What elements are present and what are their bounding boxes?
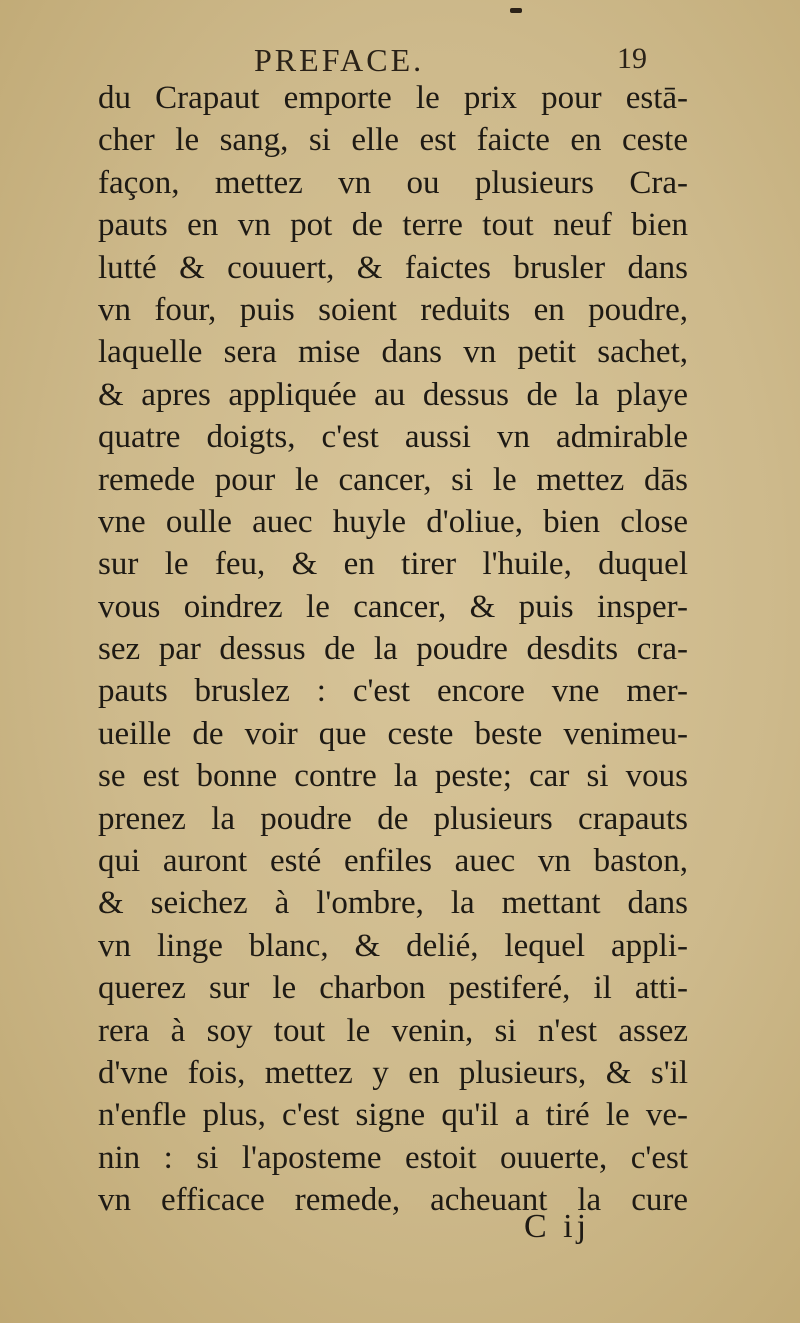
text-line: n'enfle plus, c'est signe qu'il a tiré le ve- xyxy=(98,1097,688,1134)
text-line: pauts en vn pot de terre tout neuf bien xyxy=(98,207,688,244)
text-line: quatre doigts, c'est aussi vn admirable xyxy=(98,419,688,456)
text-line: rera à soy tout le venin, si n'est assez xyxy=(98,1012,688,1049)
text-line: vne oulle auec huyle d'oliue, bien close xyxy=(98,503,688,540)
running-title: PREFACE. xyxy=(254,42,425,78)
text-line: d'vne fois, mettez y en plusieurs, & s'il xyxy=(98,1054,688,1091)
text-line: laquelle sera mise dans vn petit sachet, xyxy=(98,334,688,371)
text-line: querez sur le charbon pestiferé, il atti- xyxy=(98,970,688,1007)
text-line: pauts bruslez : c'est encore vne mer- xyxy=(98,673,688,710)
text-line: prenez la poudre de plusieurs crapauts xyxy=(98,800,688,837)
text-line: vn efficace remede, acheuant la cure xyxy=(98,1182,688,1219)
text-line: & apres appliquée au dessus de la playe xyxy=(98,376,688,413)
signature-mark: C ij xyxy=(524,1208,591,1245)
page-number: 19 xyxy=(617,42,647,75)
text-line: vous oindrez le cancer, & puis insper- xyxy=(98,588,688,625)
text-line: lutté & couuert, & faictes brusler dans xyxy=(98,249,688,286)
text-line: vn linge blanc, & delié, lequel appli- xyxy=(98,927,688,964)
text-line: remede pour le cancer, si le mettez dās xyxy=(98,461,688,498)
text-line: & seichez à l'ombre, la mettant dans xyxy=(98,885,688,922)
text-line: se est bonne contre la peste; car si vous xyxy=(98,758,688,795)
text-line: ueille de voir que ceste beste venimeu- xyxy=(98,715,688,752)
text-line: façon, mettez vn ou plusieurs Cra- xyxy=(98,164,688,201)
body-text xyxy=(98,77,688,1222)
text-line: sez par dessus de la poudre desdits cra- xyxy=(98,631,688,668)
text-line: du Crapaut emporte le prix pour estā- xyxy=(98,80,688,116)
text-line: cher le sang, si elle est faicte en ceste xyxy=(98,122,688,159)
ink-smudge xyxy=(510,8,522,13)
text-line: qui auront esté enfiles auec vn baston, xyxy=(98,843,688,880)
text-line: vn four, puis soient reduits en poudre, xyxy=(98,291,688,328)
text-line: nin : si l'aposteme estoit ouuerte, c'est xyxy=(98,1139,688,1176)
text-line: sur le feu, & en tirer l'huile, duquel xyxy=(98,546,688,583)
